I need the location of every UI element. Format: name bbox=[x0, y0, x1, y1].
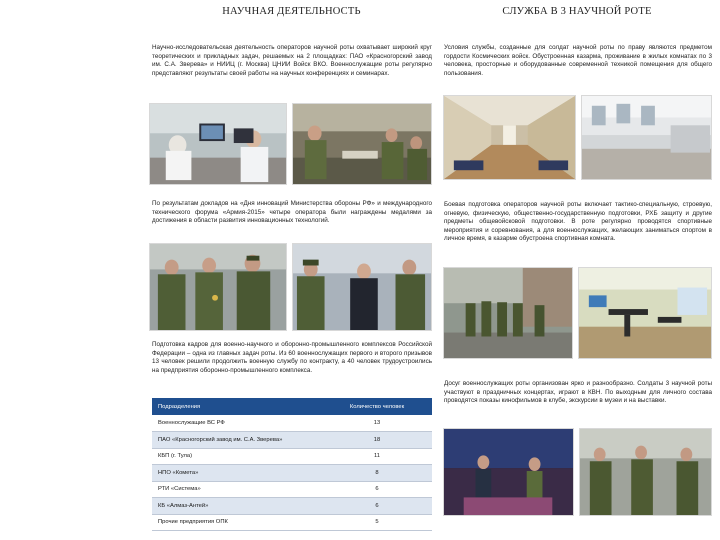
table-row bbox=[152, 465, 432, 482]
table-header-division: Подразделения bbox=[152, 398, 322, 415]
table-cell-count: 8 bbox=[322, 465, 432, 482]
placement-table bbox=[152, 398, 432, 531]
concert-photo bbox=[443, 428, 574, 516]
barracks-corridor-photo bbox=[443, 95, 576, 180]
table-header-count: Количество человек bbox=[322, 398, 432, 415]
table-cell-count: 6 bbox=[322, 498, 432, 515]
table-cell-count: 5 bbox=[322, 514, 432, 531]
president-visit-photo bbox=[292, 243, 432, 331]
table-cell-division: КБ «Алмаз-Антей» bbox=[152, 498, 322, 515]
table-cell-count: 11 bbox=[322, 448, 432, 465]
service-leisure-paragraph: Досуг военнослужащих роты организован ярко и разнообразно. Солдаты 3 научной роты участвуют в праздничных концертах, играют в КВН. По выходным для личного состава проводятся показы кинофильмов в клубе, экскурсии в музеи и на выставки. bbox=[444, 380, 712, 405]
table-row bbox=[152, 514, 432, 531]
table-cell-division: КБП (г. Тула) bbox=[152, 448, 322, 465]
table-cell-count: 18 bbox=[322, 432, 432, 449]
table-cell-division: Прочие предприятия ОПК bbox=[152, 514, 322, 531]
science-careers-paragraph: Подготовка кадров для военно-научного и оборонно-промышленного комплексов Российской Федерации – одна из главных задач роты. Из 60 военнослужащих первого и второго призывов 13 человек решили продолжить военную службу по контракту, а 40 человек трудоустроились на предприятия оборонно-промышленного комплекса. bbox=[152, 341, 432, 374]
table-row bbox=[152, 432, 432, 449]
table-row bbox=[152, 448, 432, 465]
service-training-paragraph: Боевая подготовка операторов научной роты включает тактико-специальную, строевую, огневую, физическую, общественно-государственную подготовки, РХБ защиту и другие предметы общевойсковой подготовки. В роте регулярно проводятся спортивные мероприятия и соревнования, а для военнослужащих, желающих заниматься спортом в личное время, в казарме обустроена спортивная комната. bbox=[444, 201, 712, 243]
section-title-service: СЛУЖБА В 3 НАУЧНОЙ РОТЕ bbox=[502, 6, 652, 17]
section-title-science: НАУЧНАЯ ДЕЯТЕЛЬНОСТЬ bbox=[222, 6, 361, 17]
table-header-row bbox=[152, 398, 432, 415]
table-cell-count: 13 bbox=[322, 415, 432, 432]
gym-photo bbox=[578, 267, 712, 359]
classroom-photo bbox=[292, 103, 432, 185]
award-ceremony-photo bbox=[149, 243, 287, 331]
table-cell-count: 6 bbox=[322, 481, 432, 498]
table-cell-division: ПАО «Красногорский завод им. С.А. Зверева» bbox=[152, 432, 322, 449]
soldiers-group-photo bbox=[579, 428, 712, 516]
service-conditions-paragraph: Условия службы, созданные для солдат научной роты по праву являются предметом гордости Космических войск. Обустроенная казарма, проживание в жилых комнатах по 3 человека, просторные и оборудованные современной техникой помещения для общего пользования. bbox=[444, 44, 712, 77]
lab-photo bbox=[149, 103, 287, 185]
drill-photo bbox=[443, 267, 573, 359]
table-row bbox=[152, 415, 432, 432]
table-row bbox=[152, 481, 432, 498]
table-cell-division: Военнослужащие ВС РФ bbox=[152, 415, 322, 432]
science-intro-paragraph: Научно-исследовательская деятельность операторов научной роты охватывает широкий круг теоретических и прикладных задач, решаемых на 2 площадках: ПАО «Красногорский завод им. С.А. Зверева» и НИИЦ (г. Москва) ЦНИИ Войск ВКО. Военнослужащие роты регулярно представляют результаты своей работы на научных конференциях и семинарах. bbox=[152, 44, 432, 77]
science-awards-paragraph: По результатам докладов на «Дня инноваций Министерства обороны РФ» и международного технического форума «Армия-2015» четыре оператора были награждены медалями за достижения в области развития инновационных технологий. bbox=[152, 200, 432, 225]
washroom-photo bbox=[581, 95, 712, 180]
table-cell-division: РТИ «Система» bbox=[152, 481, 322, 498]
table-row bbox=[152, 498, 432, 515]
table-cell-division: НПО «Комета» bbox=[152, 465, 322, 482]
